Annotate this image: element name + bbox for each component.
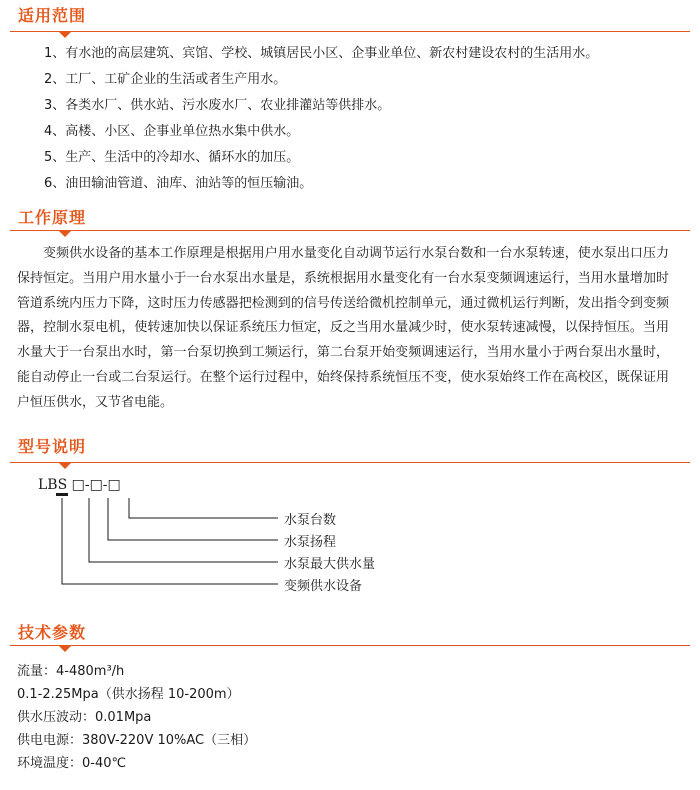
label-max-flow: 水泵最大供水量	[284, 557, 376, 572]
model-code: LBS □-□-□	[38, 477, 121, 493]
specs-divider-notch	[58, 645, 72, 652]
label-pump-head: 水泵扬程	[284, 535, 337, 550]
spec-item: 供电电源：380V-220V 10%AC（三相）	[17, 733, 257, 748]
scope-list	[44, 41, 598, 197]
scope-item: 5、生产、生活中的冷却水、循环水的加压。	[44, 150, 300, 165]
scope-divider	[10, 31, 690, 32]
scope-item: 4、高楼、小区、企事业单位热水集中供水。	[44, 124, 300, 139]
spec-item: 0.1-2.25Mpa（供水扬程 10-200m）	[17, 687, 240, 702]
spec-item: 流量：4-480m³/h	[17, 664, 125, 679]
specs-list	[17, 660, 256, 775]
model-divider	[10, 462, 690, 463]
scope-item: 1、有水池的高层建筑、宾馆、学校、城镇居民小区、企事业单位、新农村建设农村的生活用水。	[44, 46, 599, 61]
leader-line-pump-head	[108, 498, 278, 540]
scope-item: 2、工厂、工矿企业的生活或者生产用水。	[44, 72, 287, 87]
leader-line-equipment	[62, 498, 278, 584]
specs-divider	[10, 645, 690, 646]
label-equipment: 变频供水设备	[284, 579, 363, 594]
scope-item: 3、各类水厂、供水站、污水废水厂、农业排灌站等供排水。	[44, 98, 391, 113]
scope-item: 6、油田输油管道、油库、油站等的恒压输油。	[44, 176, 313, 191]
scope-divider-notch	[58, 31, 72, 38]
principle-title: 工作原理	[18, 208, 87, 227]
principle-divider	[10, 230, 690, 231]
model-divider-notch	[58, 462, 72, 469]
principle-paragraph: 变频供水设备的基本工作原理是根据用户用水量变化自动调节运行水泵台数和一台水泵转速，使水泵出口压力保持恒定。当用户用水量小于一台水泵出水量是，系统根据用水量变化有一台水泵变频调速运行，当用水量增加时管道系统内压力下降，这时压力传感器把检测到的信号传送给微机控制单元，通过微机运行判断，发出指令到变频器，控制水泵电机，使转速加快以保证系统压力恒定，反之当用水量减少时，使水泵转速减慢，以保持恒压。当用水量大于一台泵出水时，第一台泵切换到工频运行，第二台泵开始变频调速运行，当用水量小于两台泵出水量时，能自动停止一台或二台泵运行。在整个运行过程中，始终保持系统恒压不变，使水泵始终工作在高校区，既保证用户恒压供水，又节省电能。	[17, 246, 669, 410]
spec-item: 环境温度：0-40℃	[17, 756, 127, 771]
specs-title: 技术参数	[18, 623, 87, 642]
principle-divider-notch	[58, 230, 72, 237]
scope-title: 适用范围	[18, 6, 87, 25]
model-code-underline	[56, 493, 68, 496]
spec-item: 供水压波动：0.01Mpa	[17, 710, 152, 725]
leader-line-pump-count	[129, 498, 278, 518]
leader-line-max-flow	[89, 498, 278, 562]
model-title: 型号说明	[18, 437, 87, 456]
label-pump-count: 水泵台数	[284, 513, 337, 528]
